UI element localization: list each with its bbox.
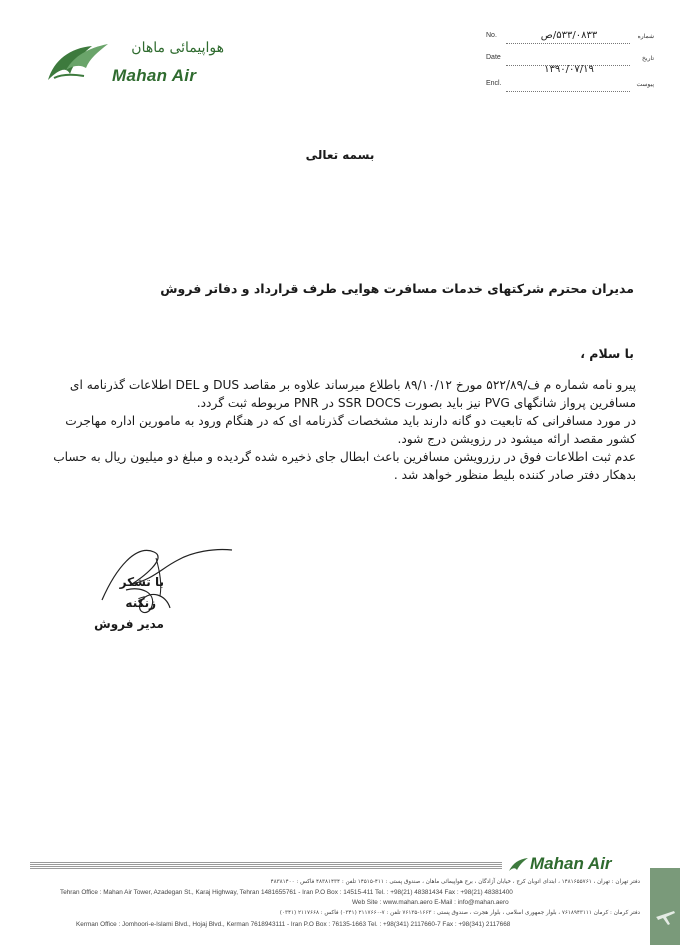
body-paragraph: در مورد مسافرانی که تابعیت دو گانه دارند باید مشخصات گذرنامه ای که در هنگام ورود به مامورین اداره مهاجرت کشور مقصد ارائه میشود در رزویشن درج شود. (65, 414, 636, 446)
meta-encl-label: Encl. (486, 80, 502, 87)
meta-date-label-fa: تاریخ (642, 56, 654, 62)
letter-body (44, 376, 636, 484)
footer-kerman-fa: دفتر کرمان : کرمان ۷۶۱۸۹۴۳۱۱۱ ، بلوار جمهوری اسلامی ، بلوار هجرت ، صندوق پستی : ۱۶۶۳-۷۶۱۳۵ تلفن : ۷-۲۱۱۷۶۶۰ (۰۳۴۱) فاکس : ۲۱۱۷۶۶۸ (۰۳۴۱) (279, 910, 640, 916)
signature-block (90, 572, 164, 635)
letter-meta (484, 30, 654, 92)
footer-logo-text: Mahan Air (530, 854, 612, 873)
meta-number-value: ۵۳۳/۰۸۳۳/ص (540, 30, 598, 41)
footer-logo (508, 852, 648, 878)
meta-number-label: No. (486, 32, 497, 39)
footer-kerman-en: Kerman Office : Jomhoori-e-Islami Blvd., Hojaj Blvd., Kerman 7618943111 - Iran P.O Box : 76135-1663 Tel. : +98(341) 2117660-7 Fax : +98(341) 2117668 (76, 921, 511, 928)
footer-emblem-icon (508, 856, 530, 872)
letter-recipient: مدیران محترم شرکتهای خدمات مسافرت هوایی طرف قرارداد و دفاتر فروش (160, 281, 634, 296)
meta-encl-row (484, 78, 654, 96)
mahan-air-logo (44, 38, 224, 90)
footer-divider (30, 862, 502, 870)
basmala-heading: بسمه تعالی (305, 148, 375, 162)
body-paragraph: پیرو نامه شماره م ف/۵۲۲/۸۹ مورخ ۸۹/۱۰/۱۲ باطلاع میرساند علاوه بر مقاصد DUS و DEL اطلاعات گذرنامه ای مسافرین پرواز شانگهای PVG نیز باید بصورت SSR DOCS در PNR مربوطه ثبت گردد. (69, 378, 636, 410)
footer-tehran-fa: دفتر تهران : تهران ، ۱۴۸۱۶۵۵۷۶۱ ، ابتدای اتوبان کرج ، خیابان آزادگان ، برج هواپیمائی ماهان ، صندوق پستی : ۴۱۱-۱۴۵۱۵ تلفن : ۴۸۳۸۱۴۳۴ فاکس : ۴۸۳۸۱۴۰۰ (270, 879, 640, 885)
meta-encl-line (506, 91, 630, 92)
signatory-name: زنگنه (125, 596, 156, 610)
plane-icon (654, 905, 676, 927)
meta-number-row (484, 30, 654, 48)
body-paragraph: عدم ثبت اطلاعات فوق در رزرویشن مسافرین باعث ابطال جای ذخیره شده گردیده و مبلغ دو میلیون ریال به حساب بدهکار دفتر صادر کننده بلیط منظور خواهد شد . (53, 450, 636, 482)
closing-line: با تشکر (119, 575, 164, 589)
logo-english-text: Mahan Air (112, 66, 197, 85)
letter-greeting: با سلام ، (580, 346, 634, 361)
meta-date-value: ۱۳۹۰/۰۷/۱۹ (544, 64, 594, 75)
meta-encl-label-fa: پیوست (636, 82, 654, 88)
mahan-air-emblem-icon (44, 40, 110, 84)
signatory-title: مدیر فروش (94, 617, 164, 631)
meta-number-line (506, 43, 630, 44)
meta-number-label-fa: شماره (637, 34, 654, 40)
meta-date-label: Date (486, 54, 501, 61)
footer-web: Web Site : www.mahan.aero E-Mail : info@mahan.aero (352, 899, 509, 906)
logo-persian-text: هواپیمائی ماهان (131, 40, 224, 56)
footer-tehran-en: Tehran Office : Mahan Air Tower, Azadegan St., Karaj Highway, Tehran 1481655761 - Iran P.O Box : 14515-411 Tel. : +98(21) 48381434 Fax : +98(21) 48381400 (60, 889, 513, 896)
